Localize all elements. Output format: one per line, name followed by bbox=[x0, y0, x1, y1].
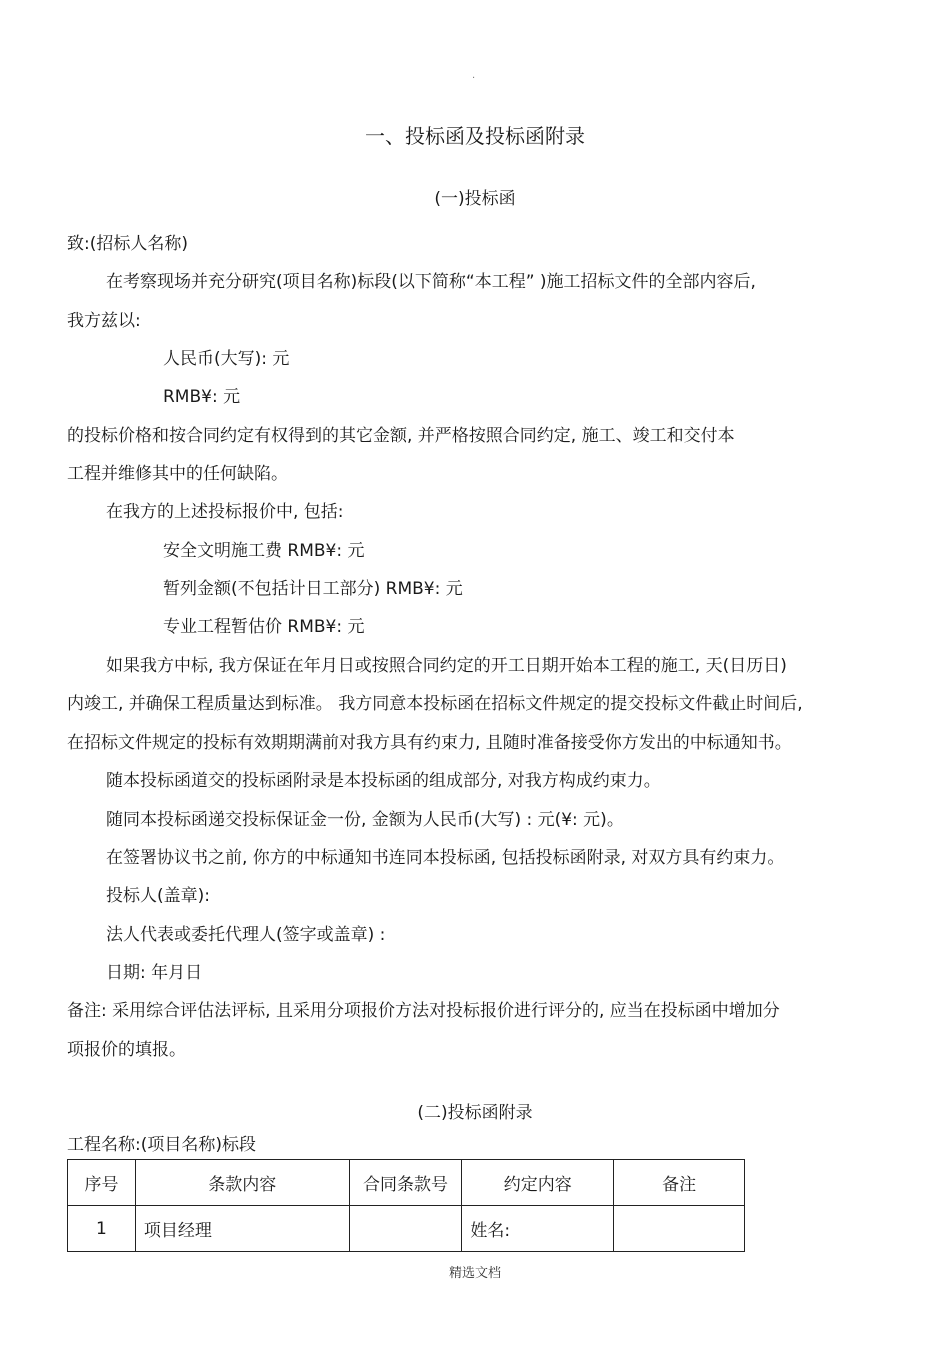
bidder-seal: 投标人(盖章): bbox=[106, 886, 210, 906]
header-clause-content: 条款内容 bbox=[135, 1160, 349, 1206]
price-item: 安全文明施工费 RMB¥: 元 bbox=[163, 541, 365, 561]
paragraph-2-line-2: 工程并维修其中的任何缺陷。 bbox=[67, 464, 288, 484]
cell-clause-content: 项目经理 bbox=[135, 1206, 349, 1252]
project-name: 工程名称:(项目名称)标段 bbox=[67, 1135, 256, 1155]
paragraph-2-line-1: 的投标价格和按合同约定有权得到的其它金额, 并严格按照合同约定, 施工、竣工和交付本 bbox=[67, 426, 735, 446]
amount-rmb-upper: 人民币(大写): 元 bbox=[163, 349, 290, 369]
paragraph-7: 在签署协议书之前, 你方的中标通知书连同本投标函, 包括投标函附录, 对双方具有约束力。 bbox=[106, 848, 785, 868]
table-header-row bbox=[68, 1160, 745, 1206]
section-heading-bid-letter: (一)投标函 bbox=[434, 189, 516, 209]
cell-clause-number bbox=[349, 1206, 462, 1252]
section-heading-appendix: (二)投标函附录 bbox=[417, 1103, 533, 1123]
paragraph-1-line-1: 在考察现场并充分研究(项目名称)标段(以下简称“本工程” )施工招标文件的全部内容后, bbox=[106, 272, 756, 292]
paragraph-4-line-1: 如果我方中标, 我方保证在年月日或按照合同约定的开工日期开始本工程的施工, 天(日历日) bbox=[106, 656, 787, 676]
paragraph-6: 随同本投标函递交投标保证金一份, 金额为人民币(大写) : 元(¥: 元)。 bbox=[106, 810, 624, 830]
paragraph-3: 在我方的上述投标报价中, 包括: bbox=[106, 502, 344, 522]
cell-index: 1 bbox=[68, 1206, 136, 1252]
note-line-1: 备注: 采用综合评估法评标, 且采用分项报价方法对投标报价进行评分的, 应当在投标函中增加分 bbox=[67, 1001, 780, 1021]
header-index: 序号 bbox=[68, 1160, 136, 1206]
paragraph-4-line-2: 内竣工, 并确保工程质量达到标准。 我方同意本投标函在招标文件规定的提交投标文件截止时间后, bbox=[67, 694, 803, 714]
top-mark: . bbox=[472, 70, 476, 81]
header-agreed-content: 约定内容 bbox=[462, 1160, 614, 1206]
paragraph-1-line-2: 我方兹以: bbox=[67, 311, 141, 331]
cell-remarks bbox=[614, 1206, 745, 1252]
table-row bbox=[68, 1206, 745, 1252]
amount-rmb-symbol: RMB¥: 元 bbox=[163, 387, 241, 407]
page-title: 一、投标函及投标函附录 bbox=[365, 124, 585, 148]
date-line: 日期: 年月日 bbox=[106, 963, 203, 983]
paragraph-4-line-3: 在招标文件规定的投标有效期期满前对我方具有约束力, 且随时准备接受你方发出的中标通知书。 bbox=[67, 733, 792, 753]
legal-representative: 法人代表或委托代理人(签字或盖章) : bbox=[106, 925, 386, 945]
header-clause-number: 合同条款号 bbox=[349, 1160, 462, 1206]
appendix-table bbox=[67, 1159, 745, 1252]
page-footer: 精选文档 bbox=[448, 1266, 501, 1281]
note-line-2: 项报价的填报。 bbox=[67, 1040, 186, 1060]
header-remarks: 备注 bbox=[614, 1160, 745, 1206]
cell-agreed-content: 姓名: bbox=[462, 1206, 614, 1252]
addressee: 致:(招标人名称) bbox=[67, 234, 188, 254]
paragraph-5: 随本投标函道交的投标函附录是本投标函的组成部分, 对我方构成约束力。 bbox=[106, 771, 661, 791]
price-item: 暂列金额(不包括计日工部分) RMB¥: 元 bbox=[163, 579, 463, 599]
price-item: 专业工程暂估价 RMB¥: 元 bbox=[163, 617, 365, 637]
